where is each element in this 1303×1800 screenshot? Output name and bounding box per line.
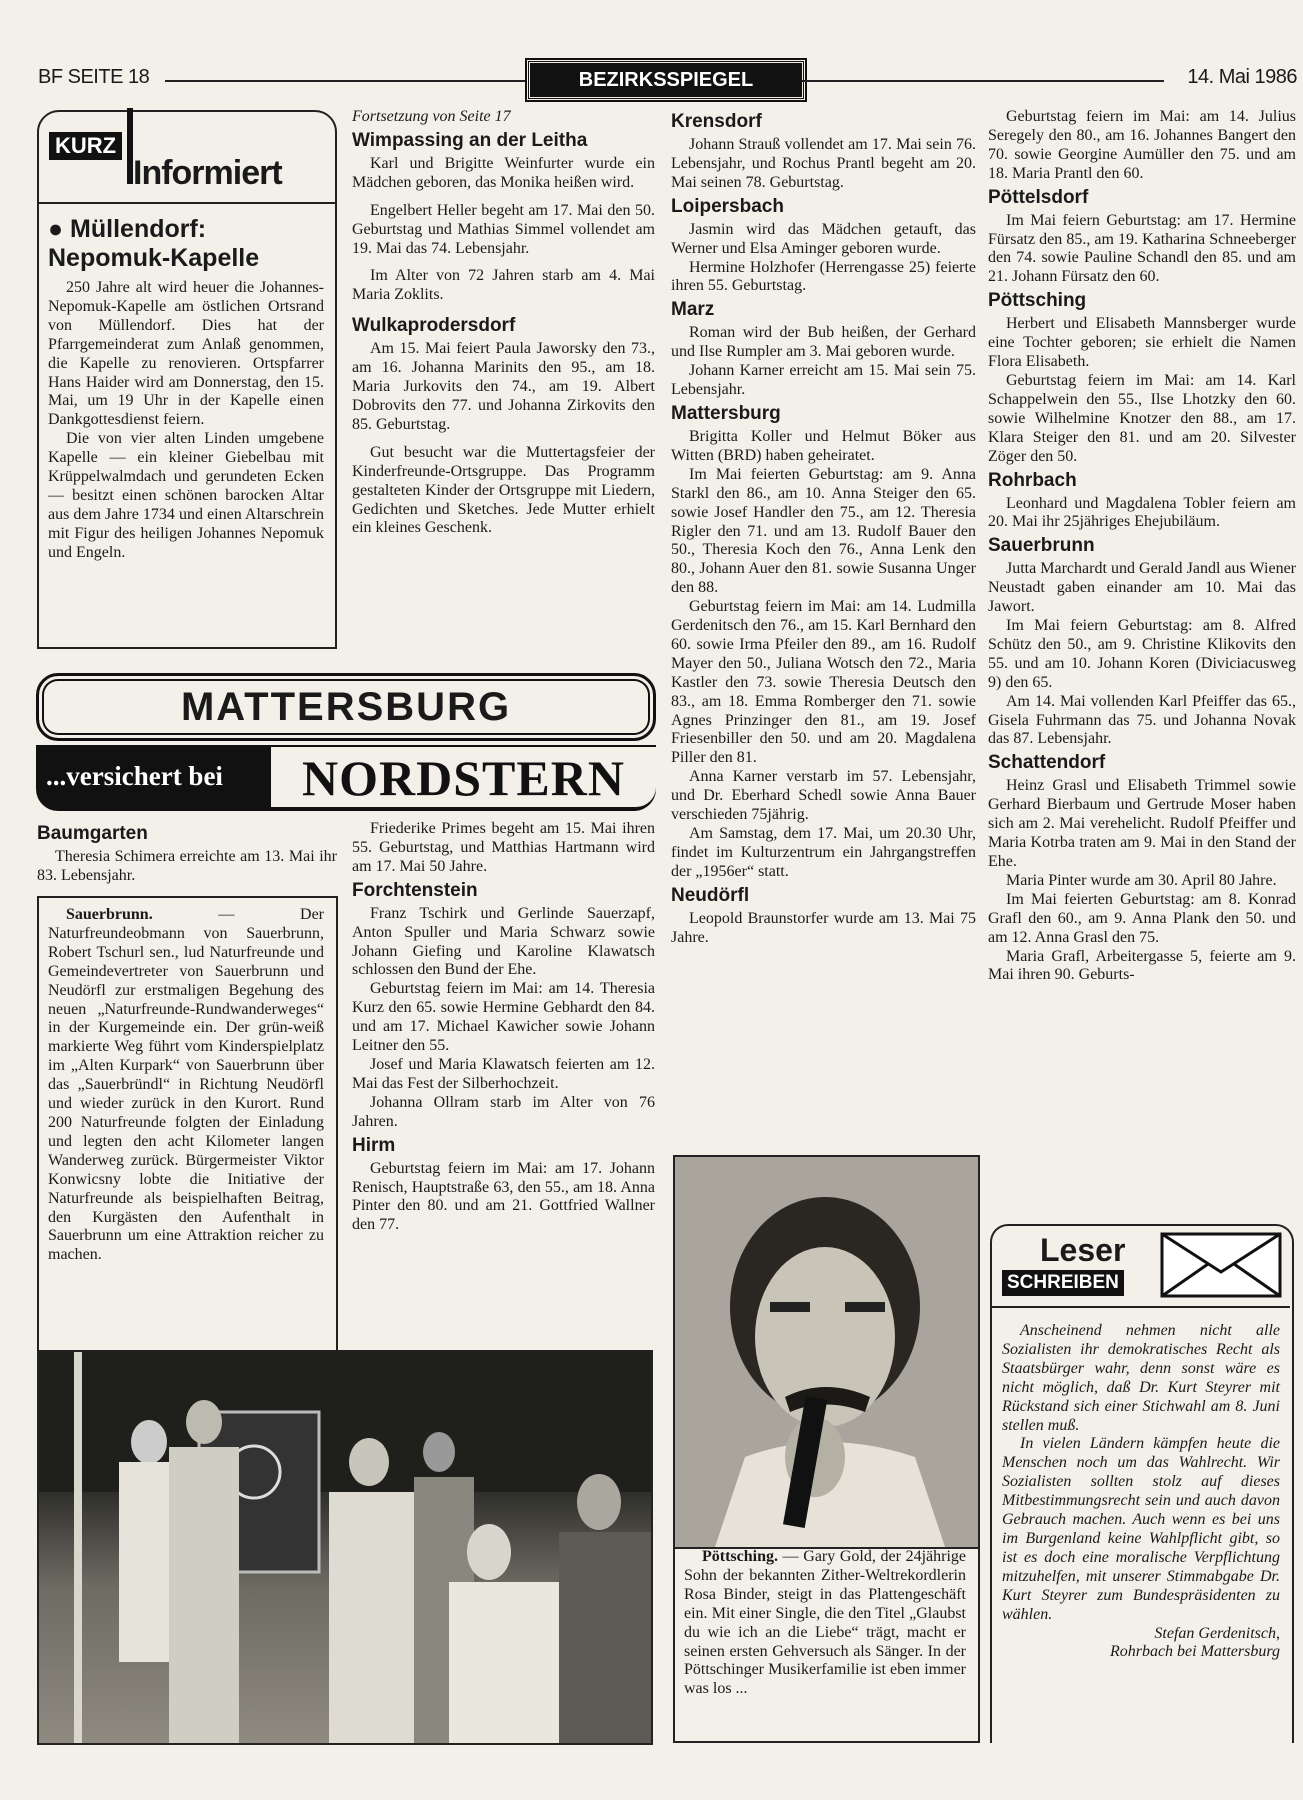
article-paragraph: Maria Grafl, Arbeitergasse 5, feierte am 9. Mai ihren 90. Geburts- bbox=[988, 947, 1296, 984]
article-heading: Pöttsching bbox=[988, 290, 1087, 312]
article-paragraph: Anna Karner verstarb im 57. Lebensjahr, und Dr. Eberhard Schedl sowie Anna Bauer verschieden 75jährig. bbox=[671, 768, 976, 824]
logo-tag: KURZ bbox=[49, 132, 122, 160]
leser-schreiben-logo bbox=[1000, 1232, 1290, 1302]
section-title: BEZIRKSSPIEGEL bbox=[527, 60, 805, 100]
article-paragraph: Engelbert Heller begeht am 17. Mai den 50. Geburtstag und Mathias Simmel vollendet am 19. Mai das 74. Lebensjahr. bbox=[352, 201, 655, 257]
column-4 bbox=[988, 108, 1296, 985]
article-paragraph: Geburtstag feiern im Mai: am 17. Johann Renisch, Hauptstraße 63, den 55., am 18. Anna Pinter den 80. und am 21. Gottfried Wallner den 77. bbox=[352, 1159, 655, 1234]
article-paragraph: Jasmin wird das Mädchen getauft, das Werner und Elsa Aminger geboren wurde. bbox=[671, 220, 976, 257]
article-heading: Sauerbrunn bbox=[988, 535, 1095, 557]
article-heading: Mattersburg bbox=[671, 402, 781, 424]
article-paragraph: Am 15. Mai feiert Paula Jaworsky den 73., am 16. Johanna Marinits den 95., am 18. Maria Jurkovits den 74., am 19. Albert Dobrovits den 77. und Johanna Zirkovits den 85. Geburtstag. bbox=[352, 340, 655, 433]
article-paragraph: 250 Jahre alt wird heuer die Johannes-Nepomuk-Kapelle am östlichen Ortsrand von Müllendorf. Dies hat der Pfarrgemeinderat zum Anlaß genommen, die Kapelle zu renovieren. Ortspfarrer Hans Haider wird am Donnerstag, den 15. Mai, um 19 Uhr in der Kapelle einen Dankgottesdienst feiern. bbox=[48, 279, 324, 429]
article-paragraph: Herbert und Elisabeth Mannsberger wurde eine Tochter geboren; sie erhielt die Namen Flora Elisabeth. bbox=[988, 315, 1296, 371]
article-heading: Baumgarten bbox=[37, 823, 148, 844]
naturfreunde-photo bbox=[37, 1350, 653, 1745]
article-paragraph: Karl und Brigitte Weinfurter wurde ein Mädchen geboren, das Monika heißen wird. bbox=[352, 154, 655, 191]
column-4-items bbox=[988, 108, 1296, 985]
article-paragraph: Johann Karner erreicht am 15. Mai sein 75. Lebensjahr. bbox=[671, 362, 976, 399]
logo-word: Leser bbox=[1040, 1232, 1126, 1268]
article-paragraph: Brigitta Koller und Helmut Böker aus Witten (BRD) haben geheiratet. bbox=[671, 427, 976, 464]
gary-gold-photo bbox=[673, 1155, 980, 1549]
photo-caption bbox=[684, 1548, 966, 1699]
article-paragraph: Heinz Grasl und Elisabeth Trimmel sowie Gerhard Bierbaum und Gertrude Moser haben sich am 2. Mai verehelicht. Rudolf Pfeiffer und Maria Kotrba traten am 9. Mai in den Stand der Ehe. bbox=[988, 777, 1296, 870]
baumgarten-article bbox=[37, 820, 337, 886]
logo-rule bbox=[37, 202, 335, 204]
leser-rule bbox=[990, 1306, 1290, 1308]
group-photo-illustration bbox=[39, 1352, 651, 1743]
caption-lead: Pöttsching. bbox=[702, 1548, 778, 1565]
leser-letter bbox=[1002, 1322, 1280, 1662]
baumgarten-items bbox=[37, 822, 337, 886]
article-paragraph: Johann Strauß vollendet am 17. Mai sein 76. Lebensjahr, und Rochus Prantl begeht am 20. Mai seinen 78. Geburtstag. bbox=[671, 136, 976, 191]
article-paragraph: Johanna Ollram starb im Alter von 76 Jahren. bbox=[352, 1093, 655, 1130]
article-paragraph: Die von vier alten Linden umgebene Kapelle — ein kleiner Giebelbau mit Krüppelwalmdach und gerundeten Ecken — besitzt einen schönen barocken Altar aus dem Jahre 1734 und einen Altarschrein mit Figur des heiligen Johannes Nepomuk und Engeln. bbox=[48, 430, 324, 561]
article-paragraph: Im Alter von 72 Jahren starb am 4. Mai Maria Zoklits. bbox=[352, 267, 655, 304]
article-paragraph: Am 14. Mai vollenden Karl Pfeiffer das 65., Gisela Fuhrmann das 75. und Johanna Novak das 87. Lebensjahr. bbox=[988, 692, 1296, 748]
letter-signature-name: Stefan Gerdenitsch, bbox=[1154, 1624, 1280, 1642]
column-2b-items bbox=[352, 820, 655, 1235]
article-heading: Rohrbach bbox=[988, 469, 1077, 491]
issue-date: 14. Mai 1986 bbox=[1187, 66, 1297, 88]
article-paragraph: Leonhard und Magdalena Tobler feiern am 20. Mai ihr 25jähriges Ehejubiläum. bbox=[988, 494, 1296, 531]
article-heading: Pöttelsdorf bbox=[988, 186, 1089, 208]
letter-signature-place: Rohrbach bei Mattersburg bbox=[1109, 1643, 1280, 1661]
letter-paragraph: Anscheinend nehmen nicht alle Sozialisten ihr demokratisches Recht als Staatsbürger wahr, denn sonst wäre es nicht möglich, daß Dr. Kurt Steyrer mit Rückstand sich einer Stichwahl am 8. Juni stellen muß. bbox=[1002, 1322, 1280, 1434]
sauerbrunn-text: — Der Naturfreundeobmann von Sauerbrunn, Robert Tschurl sen., lud Naturfreunde und Gemeindevertreter von Sauerbrunn und Neudörfl zur erstmaligen Begehung des neuen „Naturfreunde-Rundwanderweges“ in der Kurgemeinde ein. Der grün-weiß markierte Weg führt vom Kinderspielplatz im „Alten Kurpark“ von Sauerbrunn über das „Sauerbründl“ in Richtung Neudörfl und wieder zurück in den Kurort. Rund 200 Naturfreunde folgten der Einladung und legten den acht Kilometer langen Wanderweg zurück. Bürgermeister Viktor Konwicsny lobte die Initiative der Naturfreunde als beispielhaften Beitrag, den Kurgästen den Aufenthalt in Sauerbrunn um eine Attraktion reicher zu machen. bbox=[48, 906, 324, 1264]
caption-text: — Gary Gold, der 24jährige Sohn der bekannten Zither-Weltrekordlerin Rosa Binder, steigt in das Plattengeschäft ein. Mit einer Single, die den Titel „Glaubst du wie ich an die Liebe“ trägt, macht er seinen ersten Gehversuch als Sänger. In der Pöttschinger Musikerfamilie ist eben immer was los ... bbox=[684, 1548, 966, 1698]
article-heading: Wimpassing an der Leitha bbox=[352, 129, 588, 151]
article-heading: Forchtenstein bbox=[352, 879, 478, 901]
portrait-illustration bbox=[675, 1157, 978, 1547]
header-rule bbox=[802, 80, 1164, 82]
article-paragraph: Am Samstag, dem 17. Mai, um 20.30 Uhr, findet im Kulturzentrum ein Jahrgangstreffen der „1956er“ statt. bbox=[671, 825, 976, 880]
continuation-note: Fortsetzung von Seite 17 bbox=[352, 108, 511, 125]
envelope-icon bbox=[1160, 1232, 1282, 1298]
ad-brand: NORDSTERN bbox=[271, 747, 656, 807]
article-heading: Hirm bbox=[352, 1134, 396, 1156]
article-paragraph: Im Mai feiern Geburtstag: am 17. Hermine Fürsatz den 85., am 19. Katharina Schneeberger den 74. sowie Pauline Schandl den 85. und am 21. Johann Fürsatz den 60. bbox=[988, 211, 1296, 286]
article-paragraph: Josef und Maria Klawatsch feierten am 12. Mai das Fest der Silberhochzeit. bbox=[352, 1055, 655, 1092]
kurz-article bbox=[48, 213, 324, 563]
kurz-informiert-logo bbox=[37, 110, 337, 205]
article-heading: Wulkaprodersdorf bbox=[352, 315, 516, 337]
article-paragraph: Jutta Marchardt und Gerald Jandl aus Wiener Neustadt gaben einander am 10. Mai das Jawort. bbox=[988, 560, 1296, 616]
article-paragraph: Leopold Braunstorfer wurde am 13. Mai 75 Jahre. bbox=[671, 909, 976, 946]
article-paragraph: Hermine Holzhofer (Herrengasse 25) feierte ihren 55. Geburtstag. bbox=[671, 258, 976, 295]
article-paragraph: Geburtstag feiern im Mai: am 14. Theresia Kurz den 65. sowie Hermine Gebhardt den 84. und am 17. Michael Kawicher sowie Johann Leitner den 55. bbox=[352, 980, 655, 1055]
ad-tagline: ...versichert bei bbox=[46, 761, 223, 791]
column-2-top bbox=[352, 108, 655, 538]
article-paragraph: Franz Tschirk und Gerlinde Sauerzapf, Anton Spuller und Maria Schwarz sowie Johann Giefing und Karoline Klawatsch schlossen den Bund der Ehe. bbox=[352, 904, 655, 979]
article-paragraph: Im Mai feierten Geburtstag: am 8. Konrad Grafl den 60., am 9. Anna Plank den 50. und am 12. Anna Grasl den 75. bbox=[988, 890, 1296, 946]
sauerbrunn-article bbox=[48, 906, 324, 1265]
column-2-items bbox=[352, 108, 655, 538]
kurz-headline: ● Müllendorf: Nepomuk-Kapelle bbox=[48, 215, 260, 272]
article-heading: Neudörfl bbox=[671, 884, 750, 906]
header-rule bbox=[165, 80, 525, 82]
article-paragraph: Im Mai feierten Geburtstag: am 9. Anna Starkl den 86., am 10. Anna Steiger den 65. sowie Josef Handler den 75., am 12. Theresia Rigler den 71. und am 13. Rudolf Bauer den 50., Theresia Koch den 76., Anna Lenk den 80., Johann Auer den 81. sowie Susanna Unger den 88. bbox=[671, 465, 976, 597]
article-heading: Loipersbach bbox=[671, 195, 784, 217]
sauerbrunn-lead: Sauerbrunn. bbox=[66, 906, 153, 923]
letter-paragraph: In vielen Ländern kämpfen heute die Menschen noch um das Wahlrecht. Wir Sozialisten sollten stolz auf dieses Mitbestimmungsrecht sein und auch davon Gebrauch machen. Auch wenn es bei uns im Burgenland keine Wahlpflicht gibt, so ist es doch eine moralische Verpflichtung mitzuhelfen, mit unserer Stimmabgabe Dr. Kurt Steyrer zum Bundespräsidenten zu wählen. bbox=[1002, 1435, 1280, 1623]
article-paragraph: Gut besucht war die Muttertagsfeier der Kinderfreunde-Ortsgruppe. Das Programm gestalteten Kinder der Ortsgruppe mit Liedern, Gedichten und Sketches. Jede Mutter erhielt ein kleines Geschenk. bbox=[352, 443, 655, 537]
article-heading: Marz bbox=[671, 299, 715, 321]
article-paragraph: Theresia Schimera erreichte am 13. Mai ihr 83. Lebensjahr. bbox=[37, 848, 337, 884]
column-2-bottom bbox=[352, 820, 655, 1235]
column-3 bbox=[671, 108, 976, 948]
article-paragraph: Geburtstag feiern im Mai: am 14. Ludmilla Gerdenitsch den 76., am 15. Karl Bernhard den 60. sowie Irma Pfeiler den 89., am 16. Rudolf Mayer den 50., Juliana Wotsch den 72., Maria Kastler den 73. sowie Theresia Deutsch den 83., am 18. Emma Romberger den 71. sowie Agnes Prinzinger den 81., am 19. Josef Friesenbiller den 50. und am 20. Magdalena Piller den 81. bbox=[671, 598, 976, 767]
article-heading: Schattendorf bbox=[988, 752, 1106, 774]
logo-word: Informiert bbox=[133, 154, 282, 192]
article-paragraph: Roman wird der Bub heißen, der Gerhard und Ilse Rumpler am 3. Mai geboren wurde. bbox=[671, 324, 976, 361]
article-paragraph: Im Mai feiern Geburtstag: am 8. Alfred Schütz den 50., am 9. Christine Klikovits den 55. und am 10. Johann Koren (Diviciacusweg 9) den 65. bbox=[988, 617, 1296, 691]
kurz-body bbox=[48, 279, 324, 563]
article-paragraph: Maria Pinter wurde am 30. April 80 Jahre. bbox=[1006, 871, 1277, 889]
column-3-items bbox=[671, 110, 976, 948]
nordstern-ad bbox=[36, 745, 656, 811]
article-paragraph: Friederike Primes begeht am 15. Mai ihren 55. Geburtstag, und Matthias Hartmann wird am 17. Mai 50 Jahre. bbox=[352, 820, 655, 875]
article-paragraph: Geburtstag feiern im Mai: am 14. Karl Schappelwein den 55., Ilse Lhotzky den 60. sowie Wilhelmine Knotzer den 88., am 17. Klara Steiger den 81. und am 20. Silvester Zöger den 50. bbox=[988, 371, 1296, 465]
article-paragraph: Geburtstag feiern im Mai: am 14. Julius Seregely den 80., am 16. Johannes Bangert den 70. sowie Georgine Aumüller den 75. und am 18. Maria Prantl den 60. bbox=[988, 108, 1296, 182]
ad-city: MATTERSBURG bbox=[36, 673, 656, 741]
logo-tag: SCHREIBEN bbox=[1002, 1270, 1124, 1296]
article-heading: Krensdorf bbox=[671, 111, 762, 132]
page-number: BF SEITE 18 bbox=[38, 66, 150, 88]
